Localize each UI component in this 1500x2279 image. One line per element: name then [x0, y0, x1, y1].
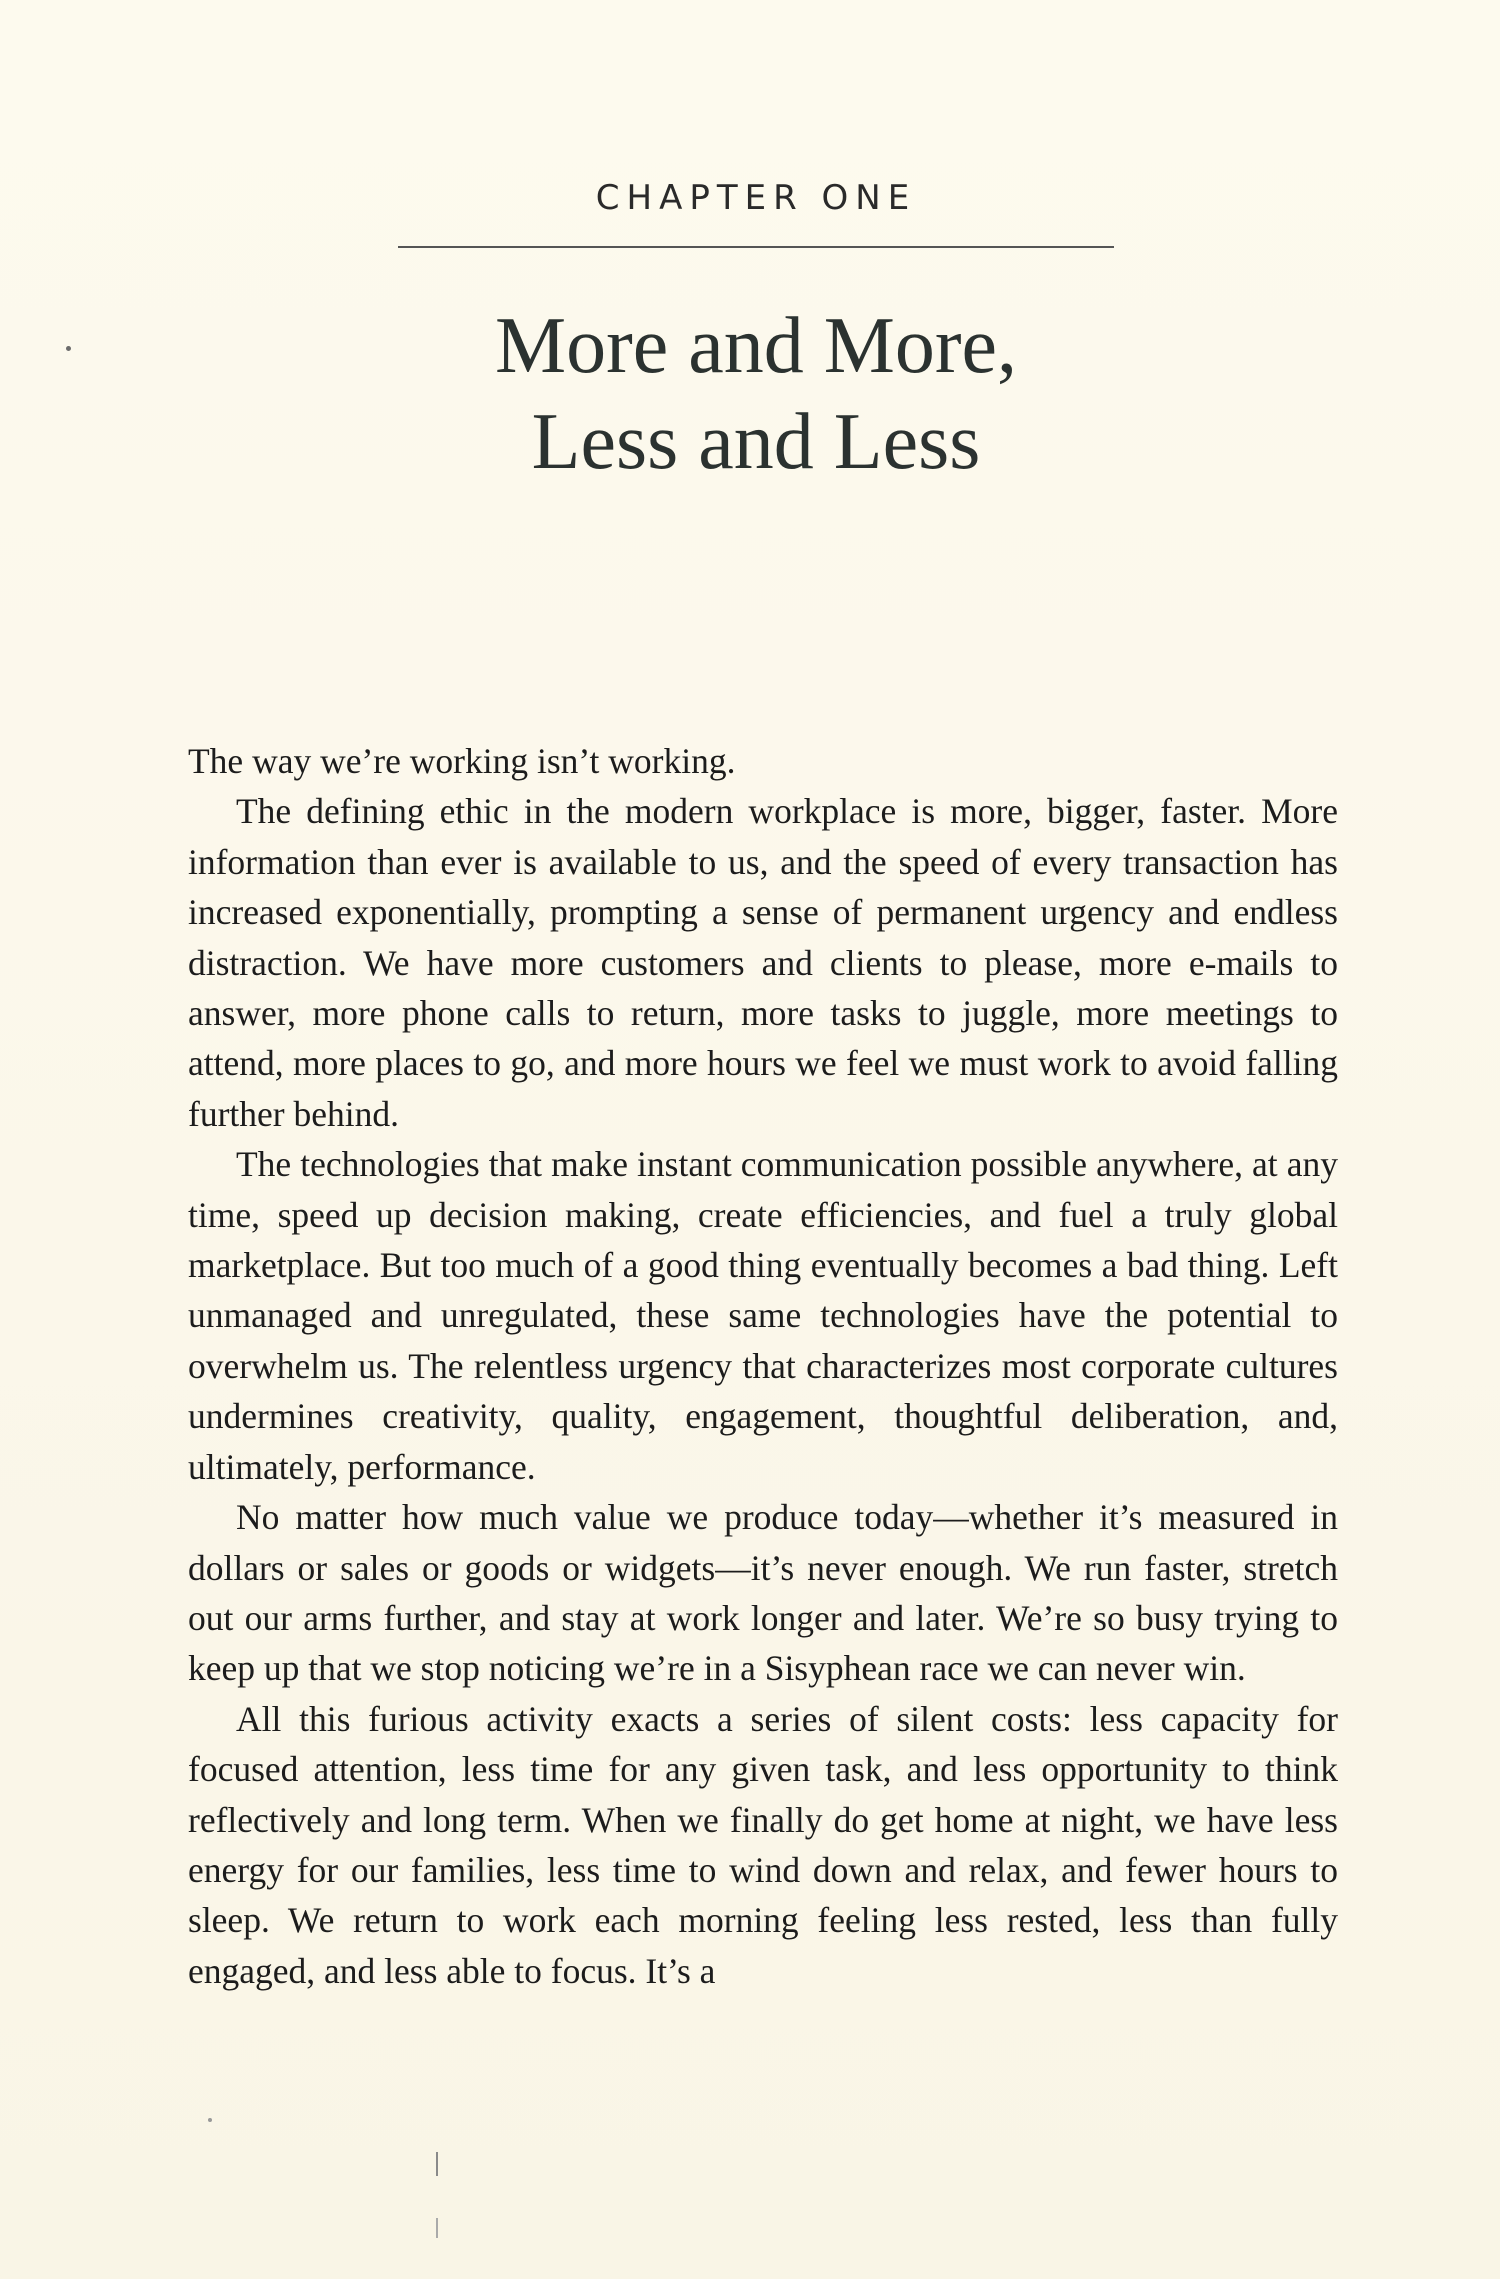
- paragraph-5: All this furious activity exacts a series of silent costs: less capacity for focused attention, less time for any given task, and less opportunity to think reflectively and long term. When we finally do get home at night, we have less energy for our families, less time to wind down and relax, and fewer hours to sleep. We return to work each morning feeling less rested, less than fully engaged, and less able to focus. It’s a: [188, 1698, 1338, 1991]
- paragraph-2: The defining ethic in the modern workplace is more, bigger, faster. More information than ever is available to us, and the speed of every transaction has increased exponentially, prompting a sense of permanent urgency and endless distraction. We have more customers and clients to please, more e-mails to answer, more phone calls to return, more tasks to juggle, more meetings to attend, more places to go, and more hours we feel we must work to avoid falling further behind.: [188, 791, 1338, 1134]
- paragraph-4: No matter how much value we produce today—whether it’s measured in dollars or sales or goods or widgets—it’s never enough. We run faster, stretch out our arms further, and stay at work longer and later. We’re so busy trying to keep up that we stop noticing we’re in a Sisyphean race we can never win.: [188, 1497, 1338, 1689]
- chapter-title: [300, 298, 1212, 490]
- chapter-title-line-1: More and More,: [494, 302, 1018, 390]
- scan-speck: [66, 346, 71, 351]
- chapter-divider: [398, 246, 1114, 248]
- paragraph-1: The way we’re working isn’t working.: [188, 741, 736, 781]
- body-text: [188, 736, 1338, 1996]
- chapter-title-line-2: Less and Less: [531, 398, 981, 486]
- chapter-label: CHAPTER ONE: [595, 178, 917, 218]
- scan-mark: [436, 2218, 438, 2238]
- scan-mark: [436, 2152, 438, 2176]
- scan-speck: [208, 2118, 212, 2122]
- paragraph-3: The technologies that make instant communication possible anywhere, at any time, speed up decision making, create efficiencies, and fuel a truly global marketplace. But too much of a good thing eventually becomes a bad thing. Left unmanaged and unregulated, these same technologies have the potential to overwhelm us. The relentless urgency that characterizes most corporate cultures undermines creativity, quality, engagement, thoughtful deliberation, and, ultimately, performance.: [188, 1144, 1338, 1487]
